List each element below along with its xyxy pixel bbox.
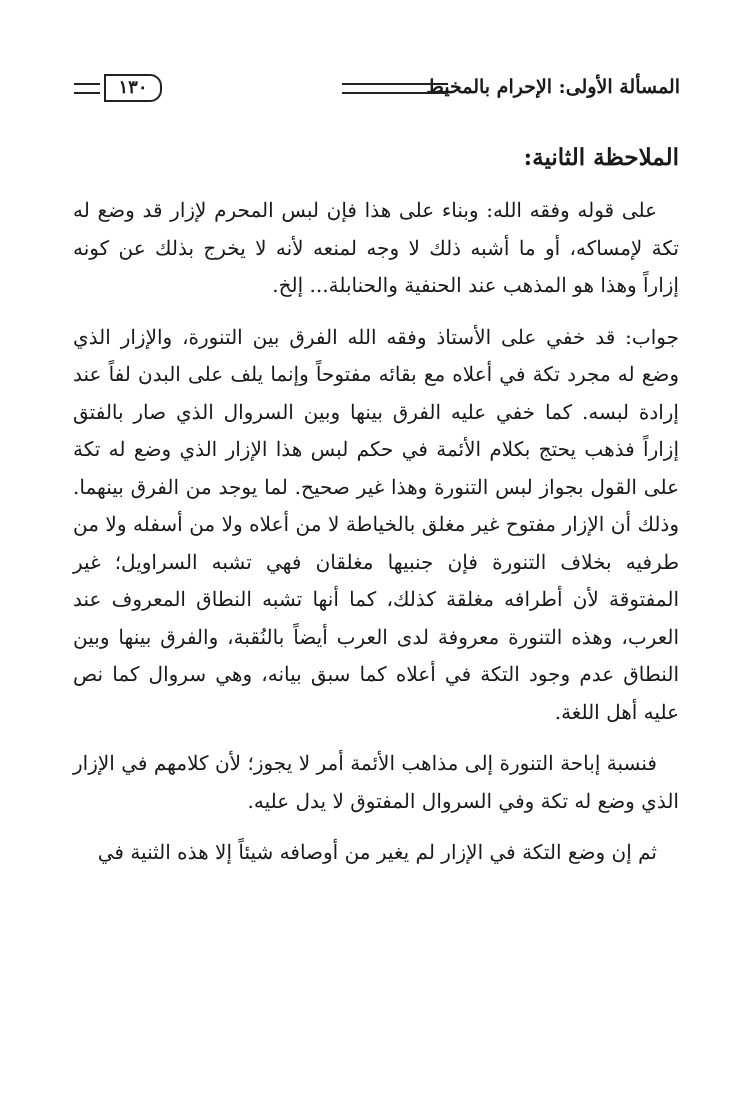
header-rule-right xyxy=(342,83,448,94)
header-rule-left xyxy=(74,83,100,94)
paragraph-1: على قوله وفقه الله: وبناء على هذا فإن لبس المحرم لإزار قد وضع له تكة لإمساكه، أو ما أشبه ذلك لا وجه لمنعه لأنه لا يخرج بذلك عن كونه إزاراً وهذا هو المذهب عند الحنفية والحنابلة... إلخ. xyxy=(73,198,679,297)
paragraph-3: فنسبة إباحة التنورة إلى مذاهب الأئمة أمر لا يجوز؛ لأن كلامهم في الإزار الذي وضع له تكة وفي السروال المفتوق لا يدل عليه. xyxy=(73,751,679,813)
running-header-title: المسألة الأولى: الإحرام بالمخيط xyxy=(426,76,680,98)
section-heading: الملاحظة الثانية: xyxy=(523,144,679,171)
paragraph-2: جواب: قد خفي على الأستاذ وفقه الله الفرق بين التنورة، والإزار الذي وضع له مجرد تكة في أعلاه مع بقائه مفتوحاً وإنما يلف على البدن لفاً عند إرادة لبسه. كما خفي عليه الفرق بينها وبين السروال الذي صار بالفتق إزاراً فذهب يحتج بكلام الأئمة في حكم لبس هذا الإزار الذي وضع له تكة على القول بجواز لبس التنورة وهذا غير صحيح. لما يوجد من الفرق بينهما. وذلك أن الإزار مفتوح غير مغلق بالخياطة لا من أعلاه ولا من أسفله ولا من طرفيه بخلاف التنورة فإن جنبيها مغلقان فهي تشبه السراويل؛ غير المفتوقة لأن أطرافه مغلقة كذلك، كما أنها تشبه النطاق المعروف عند العرب، وهذه التنورة معروفة لدى العرب أيضاً بالنُقبة، والفرق بينها وبين النطاق عدم وجود التكة في أعلاه كما سبق بيانه، وهي سروال كما نص عليه أهل اللغة. xyxy=(73,324,679,724)
running-header xyxy=(74,74,680,108)
page-number: ١٣٠ xyxy=(104,74,162,102)
page-body xyxy=(73,138,679,886)
paragraph-4: ثم إن وضع التكة في الإزار لم يغير من أوصافه شيئاً إلا هذه الثنية في xyxy=(97,840,657,864)
